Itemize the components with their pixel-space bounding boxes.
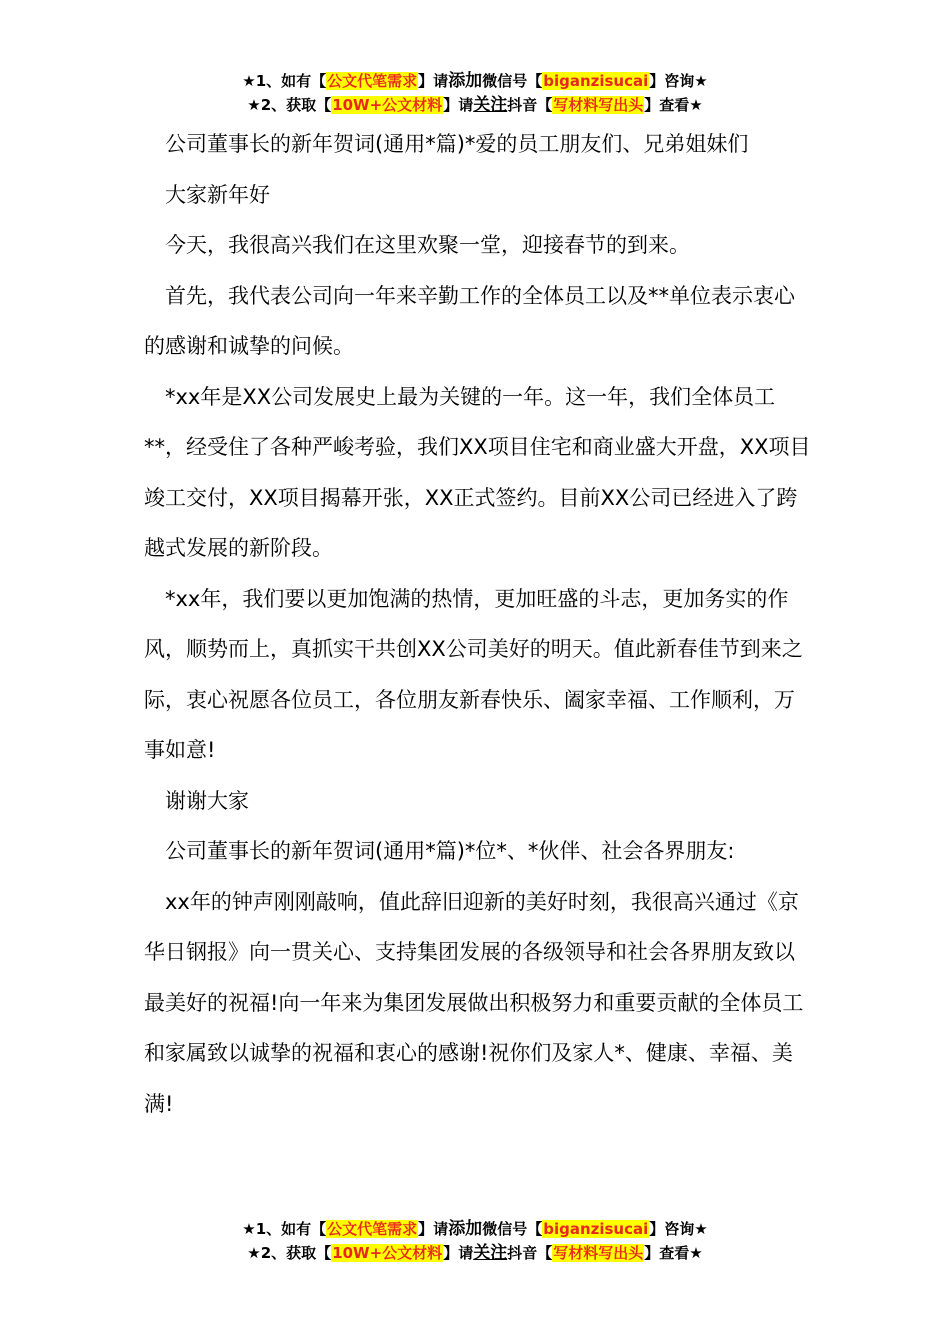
paragraph: 首先，我代表公司向一年来辛勤工作的全体员工以及**单位表示衷心的感谢和诚挚的问候。 — [144, 283, 795, 358]
ad-line-2-highlight-materials: 10W+公文材料 — [332, 96, 443, 114]
footer-ad-banner — [0, 1217, 950, 1265]
ad-line-1-mid: 】请 — [418, 72, 449, 90]
ad-line-2-highlight-materials: 10W+公文材料 — [332, 1244, 443, 1262]
ad-line-1-suffix: 】咨询★ — [649, 72, 708, 90]
ad-line-1-prefix: ★1、如有【 — [242, 1220, 327, 1238]
paragraph: *xx年，我们要以更加饱满的热情，更加旺盛的斗志，更加务实的作风，顺势而上，真抓实干共创XX公司美好的明天。值此新春佳节到来之际，衷心祝愿各位员工，各位朋友新春快乐、阖家幸福、工作顺利，万事如意! — [144, 586, 803, 762]
ad-line-1 — [0, 69, 950, 93]
ad-line-2-emphasis: 关注 — [473, 95, 508, 115]
ad-line-2-emphasis: 关注 — [473, 1243, 508, 1263]
ad-line-1-mid2: 微信号【 — [482, 72, 543, 90]
ad-line-1-highlight-service: 公文代笔需求 — [327, 1220, 418, 1238]
paragraph-title-1: 公司董事长的新年贺词(通用*篇)*爱的员工朋友们、兄弟姐妹们 — [165, 132, 749, 156]
ad-line-1-highlight-wechat: biganzisucai — [543, 72, 649, 90]
ad-line-1-highlight-service: 公文代笔需求 — [327, 72, 418, 90]
ad-line-2-mid2: 抖音【 — [507, 96, 553, 114]
paragraph: *xx年是XX公司发展史上最为关键的一年。这一年，我们全体员工**，经受住了各种严峻考验，我们XX项目住宅和商业盛大开盘，XX项目竣工交付，XX项目揭幕开张，XX正式签约。目前XX公司已经进入了跨越式发展的新阶段。 — [144, 384, 811, 560]
ad-line-1-prefix: ★1、如有【 — [242, 72, 327, 90]
ad-line-1-suffix: 】咨询★ — [649, 1220, 708, 1238]
ad-line-2-mid: 】请 — [443, 96, 474, 114]
ad-line-1-mid2: 微信号【 — [482, 1220, 543, 1238]
ad-line-1-emphasis: 添加 — [448, 71, 483, 91]
ad-line-2 — [0, 1241, 950, 1265]
paragraph: xx年的钟声刚刚敲响，值此辞旧迎新的美好时刻，我很高兴通过《京华日钢报》向一贯关心、支持集团发展的各级领导和社会各界朋友致以最美好的祝福!向一年来为集团发展做出积极努力和重要贡献的全体员工和家属致以诚挚的祝福和衷心的感谢!祝你们及家人*、健康、幸福、美满! — [144, 889, 804, 1116]
paragraph-thanks: 谢谢大家 — [165, 788, 249, 813]
paragraph: 今天，我很高兴我们在这里欢聚一堂，迎接春节的到来。 — [165, 233, 690, 257]
paragraph-greeting: 大家新年好 — [165, 182, 270, 207]
ad-line-1-mid: 】请 — [418, 1220, 449, 1238]
ad-line-1-highlight-wechat: biganzisucai — [543, 1220, 649, 1238]
ad-line-2-highlight-douyin: 写材料写出头 — [553, 96, 644, 114]
ad-line-2-prefix: ★2、获取【 — [247, 96, 332, 114]
ad-line-2-suffix: 】查看★ — [644, 1244, 703, 1262]
ad-line-2-highlight-douyin: 写材料写出头 — [553, 1244, 644, 1262]
header-ad-banner — [0, 69, 950, 117]
ad-line-2-suffix: 】查看★ — [644, 96, 703, 114]
paragraph-title-2: 公司董事长的新年贺词(通用*篇)*位*、*伙伴、社会各界朋友: — [165, 839, 735, 863]
ad-line-2 — [0, 93, 950, 117]
ad-line-1-emphasis: 添加 — [448, 1219, 483, 1239]
ad-line-2-mid2: 抖音【 — [507, 1244, 553, 1262]
document-body — [144, 119, 812, 1129]
ad-line-1 — [0, 1217, 950, 1241]
ad-line-2-prefix: ★2、获取【 — [247, 1244, 332, 1262]
ad-line-2-mid: 】请 — [443, 1244, 474, 1262]
